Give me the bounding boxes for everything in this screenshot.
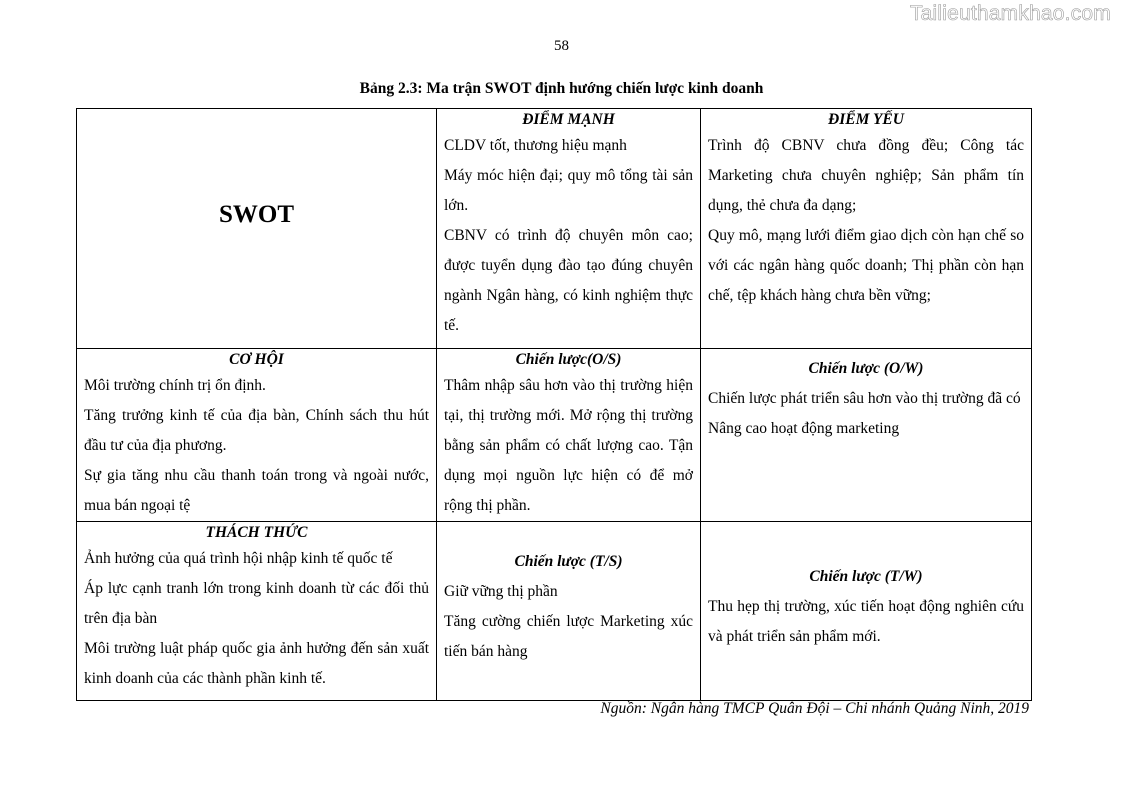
- threat-item: Ảnh hưởng của quá trình hội nhập kinh tế quốc tế: [84, 550, 393, 567]
- strength-item: CLDV tốt, thương hiệu mạnh: [444, 137, 627, 154]
- strategy-ow-cell: [701, 349, 1032, 522]
- weakness-item: Trình độ CBNV chưa đồng đều; Công tác Marketing chưa chuyên nghiệp; Sản phẩm tín dụng, thẻ chưa đa dạng;: [708, 137, 1024, 214]
- opportunities-cell: [77, 349, 437, 522]
- weakness-item: Quy mô, mạng lưới điểm giao dịch còn hạn chế so với các ngân hàng quốc doanh; Thị phần còn hạn chế, tệp khách hàng chưa bền vững;: [708, 227, 1024, 304]
- strength-item: CBNV có trình độ chuyên môn cao; được tuyển dụng đào tạo đúng chuyên ngành Ngân hàng, có kinh nghiệm thực tế.: [444, 227, 693, 334]
- opportunity-item: Sự gia tăng nhu cầu thanh toán trong và ngoài nước, mua bán ngoại tệ: [84, 467, 429, 514]
- table-row-header: [77, 109, 1032, 349]
- strategy-tw-item: Thu hẹp thị trường, xúc tiến hoạt động nghiên cứu và phát triển sản phẩm mới.: [708, 598, 1024, 645]
- strategy-ow-item: Nâng cao hoạt động marketing: [708, 420, 900, 437]
- source-note: Nguồn: Ngân hàng TMCP Quân Đội – Chi nhánh Quảng Ninh, 2019: [600, 700, 1029, 717]
- table-title: Bảng 2.3: Ma trận SWOT định hướng chiến lược kinh doanh: [359, 80, 764, 97]
- weaknesses-heading: ĐIỂM YẾU: [828, 111, 904, 128]
- threats-heading: THÁCH THỨC: [205, 524, 308, 541]
- strategy-ts-item: Giữ vững thị phần: [444, 583, 558, 600]
- strategy-ts-cell: [437, 522, 701, 701]
- swot-matrix-table: [76, 108, 1032, 701]
- table-row-threats: [77, 522, 1032, 701]
- strategy-tw-heading: Chiến lược (T/W): [809, 568, 923, 585]
- opportunity-item: Môi trường chính trị ổn định.: [84, 377, 266, 394]
- strategy-tw-cell: [701, 522, 1032, 701]
- strengths-heading: ĐIỂM MẠNH: [522, 111, 615, 128]
- strategy-ts-item: Tăng cường chiến lược Marketing xúc tiến bán hàng: [444, 613, 693, 660]
- threats-cell: [77, 522, 437, 701]
- opportunity-item: Tăng trưởng kinh tế của địa bàn, Chính sách thu hút đầu tư của địa phương.: [84, 407, 429, 454]
- strategy-os-heading: Chiến lược(O/S): [515, 351, 622, 368]
- table-row-opportunities: [77, 349, 1032, 522]
- weaknesses-cell: [701, 109, 1032, 349]
- strategy-ts-heading: Chiến lược (T/S): [514, 553, 623, 570]
- watermark: Tailieuthamkhao.com: [909, 2, 1111, 25]
- page-number: 58: [554, 38, 569, 54]
- swot-label-cell: [77, 109, 437, 349]
- strength-item: Máy móc hiện đại; quy mô tổng tài sản lớn.: [444, 167, 693, 214]
- strategy-os-cell: [437, 349, 701, 522]
- strategy-ow-heading: Chiến lược (O/W): [808, 360, 924, 377]
- opportunities-heading: CƠ HỘI: [229, 351, 284, 368]
- swot-label: SWOT: [218, 201, 295, 228]
- strengths-cell: [437, 109, 701, 349]
- strategy-ow-item: Chiến lược phát triển sâu hơn vào thị trường đã có: [708, 390, 1021, 407]
- threat-item: Áp lực cạnh tranh lớn trong kinh doanh từ các đối thủ trên địa bàn: [84, 580, 429, 627]
- strategy-os-item: Thâm nhập sâu hơn vào thị trường hiện tại, thị trường mới. Mở rộng thị trường bằng sản phẩm có chất lượng cao. Tận dụng mọi nguồn lực hiện có để mở rộng thị phần.: [444, 377, 693, 514]
- threat-item: Môi trường luật pháp quốc gia ảnh hưởng đến sản xuất kinh doanh của các thành phần kinh tế.: [84, 640, 429, 687]
